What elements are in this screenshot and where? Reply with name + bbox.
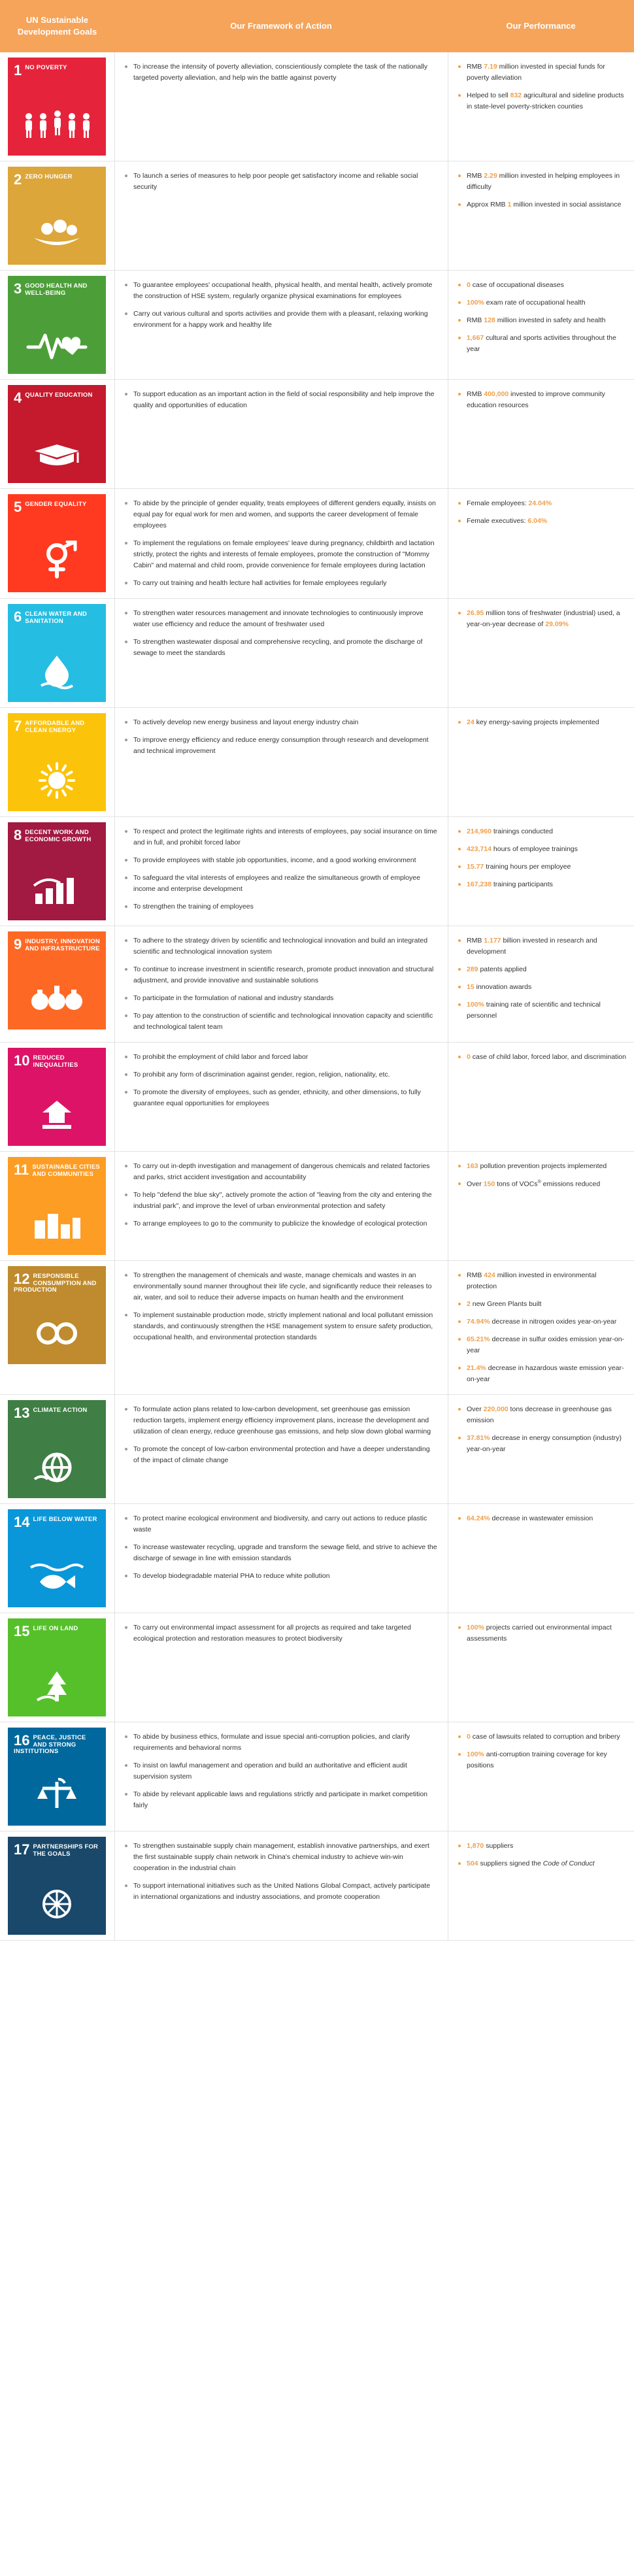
reduced-inequalities-icon [8, 1088, 106, 1142]
performance-item: 65.21% decrease in sulfur oxides emission year-on-year [458, 1334, 626, 1356]
goal-cell [0, 1722, 114, 1831]
performance-item: RMB 424 million invested in environmental protection [458, 1270, 626, 1292]
performance-list [458, 1270, 626, 1385]
framework-cell [114, 1395, 448, 1503]
sdg-tile-3 [8, 276, 106, 374]
framework-item: To provide employees with stable job opportunities, income, and a good working environment [124, 855, 437, 866]
performance-item: 504 suppliers signed the Code of Conduct [458, 1858, 626, 1869]
framework-item: To abide by relevant applicable laws and regulations strictly and participate in market competition fairly [124, 1789, 437, 1811]
table-row [0, 161, 634, 271]
partnerships-icon [8, 1877, 106, 1931]
framework-cell [114, 708, 448, 816]
framework-cell [114, 817, 448, 926]
table-row [0, 708, 634, 817]
framework-list [124, 717, 437, 757]
framework-list [124, 1404, 437, 1466]
framework-item: To continue to increase investment in scientific research, promote product innovation and structural adjustment, and provide innovative and sustainable solutions [124, 964, 437, 986]
sdg-tile-1 [8, 58, 106, 156]
table-body [0, 52, 634, 1941]
sdg-tile-17 [8, 1837, 106, 1935]
sdg-tile-10 [8, 1048, 106, 1146]
performance-item: 100% projects carried out environmental impact assessments [458, 1622, 626, 1645]
sdg-title: PARTNERSHIPS FOR THE GOALS [33, 1843, 99, 1858]
performance-item: Helped to sell 832 agricultural and sideline products in state-level poverty-stricken counties [458, 90, 626, 112]
table-row [0, 1722, 634, 1832]
goal-cell [0, 1043, 114, 1151]
sdg-number: 17 [14, 1841, 30, 1858]
performance-item: 289 patents applied [458, 964, 626, 975]
performance-item: 163 pollution prevention projects implemented [458, 1161, 626, 1172]
framework-list [124, 389, 437, 411]
performance-item: 100% training rate of scientific and technical personnel [458, 999, 626, 1022]
framework-item: To implement the regulations on female employees' leave during pregnancy, childbirth and lactation strictly, protect the rights and interests of female employees, promote the construction of "Mommy Cabin" and maternal and child room, provide convenience for female employees during lactation [124, 538, 437, 571]
sdg-tile-14 [8, 1509, 106, 1607]
performance-list [458, 389, 626, 411]
performance-cell [448, 1613, 634, 1722]
framework-item: To strengthen the management of chemicals and waste, manage chemicals and wastes in an environmentally sound manner throughout their life cycle, and significantly reduce their releases to air, water, and soil to reduce their adverse impacts on human health and the environment [124, 1270, 437, 1303]
performance-list [458, 1841, 626, 1869]
framework-cell [114, 1152, 448, 1260]
framework-item: To safeguard the vital interests of employees and realize the simultaneous growth of employee income and enterprise development [124, 873, 437, 895]
framework-cell [114, 1722, 448, 1831]
framework-item: To actively develop new energy business and layout energy industry chain [124, 717, 437, 728]
table-row [0, 1613, 634, 1722]
framework-item: To support education as an important action in the field of social responsibility and help improve the quality and opportunities of education [124, 389, 437, 411]
framework-item: To improve energy efficiency and reduce energy consumption through research and development and technical improvement [124, 735, 437, 757]
sdg-title: GOOD HEALTH AND WELL-BEING [25, 282, 88, 297]
table-row [0, 380, 634, 489]
sdg-tile-11 [8, 1157, 106, 1255]
sdg-tile-16 [8, 1728, 106, 1826]
goal-cell [0, 1832, 114, 1940]
performance-cell [448, 708, 634, 816]
table-row [0, 271, 634, 380]
sdg-number: 6 [14, 609, 22, 625]
goal-cell [0, 1261, 114, 1394]
framework-item: To insist on lawful management and operation and build an authoritative and efficient audit supervision system [124, 1760, 437, 1782]
goal-cell [0, 1613, 114, 1722]
clean-energy-icon [8, 754, 106, 807]
performance-item: 74.94% decrease in nitrogen oxides year-on-year [458, 1316, 626, 1328]
goal-cell [0, 1395, 114, 1503]
header-framework: Our Framework of Action [230, 21, 332, 31]
performance-item: Female employees: 24.04% [458, 498, 626, 509]
sdg-number: 9 [14, 936, 22, 952]
framework-item: To carry out training and health lecture hall activities for female employees regularly [124, 578, 437, 589]
performance-list [458, 498, 626, 527]
framework-cell [114, 1261, 448, 1394]
performance-list [458, 61, 626, 112]
performance-list [458, 1161, 626, 1190]
performance-list [458, 1731, 626, 1771]
framework-item: To increase wastewater recycling, upgrade and transform the sewage field, and strive to achieve the discharge of sewage in line with emission standards [124, 1542, 437, 1564]
framework-item: To prohibit any form of discrimination against gender, region, religion, nationality, etc. [124, 1069, 437, 1080]
framework-item: To guarantee employees' occupational health, physical health, and mental health, actively promote the construction of HSE system, regularly organize physical examinations for employees [124, 280, 437, 302]
framework-list [124, 826, 437, 912]
framework-item: To prohibit the employment of child labor and forced labor [124, 1052, 437, 1063]
sdg-number: 12 [14, 1271, 30, 1287]
sdg-title: NO POVERTY [25, 64, 67, 71]
good-health-icon [8, 316, 106, 370]
performance-cell [448, 1152, 634, 1260]
table-row [0, 52, 634, 161]
responsible-consumption-icon [8, 1307, 106, 1360]
sdg-number: 14 [14, 1514, 30, 1530]
clean-water-icon [8, 644, 106, 698]
framework-list [124, 498, 437, 589]
performance-cell [448, 380, 634, 488]
performance-cell [448, 1261, 634, 1394]
sdg-number: 8 [14, 827, 22, 843]
framework-cell [114, 1832, 448, 1940]
performance-cell [448, 161, 634, 270]
performance-item: 100% anti-corruption training coverage for key positions [458, 1749, 626, 1771]
framework-list [124, 1731, 437, 1811]
sdg-title: CLEAN WATER AND SANITATION [25, 611, 88, 625]
performance-list [458, 826, 626, 890]
header-goals: UN Sustainable Development Goals [17, 15, 97, 37]
performance-item: 100% exam rate of occupational health [458, 297, 626, 309]
table-row [0, 817, 634, 926]
sdg-title: AFFORDABLE AND CLEAN ENERGY [25, 720, 85, 734]
zero-hunger-icon [8, 207, 106, 261]
sdg-title: QUALITY EDUCATION [25, 392, 93, 399]
framework-list [124, 1513, 437, 1582]
framework-item: To strengthen sustainable supply chain management, establish innovative partnerships, and exert the first sustainable supply chain network in China's chemical industry to achieve win-win cooperation in the industrial chain [124, 1841, 437, 1874]
framework-item: To participate in the formulation of national and industry standards [124, 993, 437, 1004]
sdg-number: 16 [14, 1732, 30, 1748]
framework-cell [114, 489, 448, 598]
sdg-title: DECENT WORK AND ECONOMIC GROWTH [25, 829, 92, 843]
framework-item: To protect marine ecological environment and biodiversity, and carry out actions to reduce plastic waste [124, 1513, 437, 1535]
framework-item: To adhere to the strategy driven by scientific and technological innovation and build an integrated scientific and technological innovation system [124, 935, 437, 958]
industry-innovation-icon [8, 972, 106, 1026]
performance-item: 24 key energy-saving projects implemented [458, 717, 626, 728]
framework-list [124, 1841, 437, 1903]
sdg-title: RESPONSIBLE CONSUMPTION AND PRODUCTION [14, 1273, 97, 1294]
sdg-title: LIFE BELOW WATER [33, 1516, 97, 1523]
performance-item: Female executives: 6.04% [458, 516, 626, 527]
table-row [0, 1261, 634, 1395]
performance-list [458, 280, 626, 355]
framework-item: To formulate action plans related to low-carbon development, set greenhouse gas emission reduction targets, implement energy efficiency improvement plans, increase the development and utilization of clean energy, reduce greenhouse gas emissions, and help slow down global warming [124, 1404, 437, 1437]
sdg-title: LIFE ON LAND [33, 1625, 78, 1632]
table-row [0, 1152, 634, 1261]
performance-cell [448, 1832, 634, 1940]
gender-equality-icon [8, 535, 106, 588]
sdg-title: PEACE, JUSTICE AND STRONG INSTITUTIONS [14, 1734, 86, 1756]
performance-cell [448, 271, 634, 379]
goal-cell [0, 817, 114, 926]
sdg-tile-13 [8, 1400, 106, 1498]
sdg-tile-12 [8, 1266, 106, 1364]
performance-item: 26.95 million tons of freshwater (industrial) used, a year-on-year decrease of 29.09% [458, 608, 626, 630]
table-header [0, 0, 634, 52]
framework-item: To arrange employees to go to the community to publicize the knowledge of ecological protection [124, 1218, 437, 1229]
performance-item: 64.24% decrease in wastewater emission [458, 1513, 626, 1524]
framework-cell [114, 161, 448, 270]
life-below-water-icon [8, 1550, 106, 1603]
performance-list [458, 935, 626, 1022]
framework-cell [114, 1613, 448, 1722]
performance-cell [448, 1722, 634, 1831]
sdg-number: 15 [14, 1623, 30, 1639]
framework-cell [114, 380, 448, 488]
framework-item: Carry out various cultural and sports activities and provide them with a pleasant, relaxing working environment for a happy work and healthy life [124, 309, 437, 331]
sdg-title: INDUSTRY, INNOVATION AND INFRASTRUCTURE [25, 938, 100, 952]
framework-list [124, 1161, 437, 1229]
framework-item: To launch a series of measures to help poor people get satisfactory income and reliable social security [124, 171, 437, 193]
framework-item: To develop biodegradable material PHA to reduce white pollution [124, 1571, 437, 1582]
sdg-number: 3 [14, 280, 22, 297]
framework-cell [114, 926, 448, 1042]
sustainable-cities-icon [8, 1197, 106, 1251]
performance-item: Over 150 tons of VOCs® emissions reduced [458, 1179, 626, 1190]
performance-item: Over 220,000 tons decrease in greenhouse gas emission [458, 1404, 626, 1426]
performance-item: 1,870 suppliers [458, 1841, 626, 1852]
performance-list [458, 717, 626, 728]
framework-item: To promote the concept of low-carbon environmental protection and have a deeper understanding of the impact of climate change [124, 1444, 437, 1466]
sdg-tile-15 [8, 1618, 106, 1716]
framework-item: To carry out in-depth investigation and management of dangerous chemicals and related factories and parks, strict accident investigation and accountability [124, 1161, 437, 1183]
framework-item: To respect and protect the legitimate rights and interests of employees, pay social insurance on time and in full, and prohibit forced labor [124, 826, 437, 848]
goal-cell [0, 926, 114, 1042]
framework-item: To promote the diversity of employees, such as gender, ethnicity, and other dimensions, to fully guarantee equal opportunities for employees [124, 1087, 437, 1109]
table-row [0, 489, 634, 599]
decent-work-icon [8, 863, 106, 916]
table-row [0, 1395, 634, 1504]
peace-justice-icon [8, 1768, 106, 1822]
goal-cell [0, 380, 114, 488]
table-row [0, 1043, 634, 1152]
table-row [0, 1832, 634, 1941]
climate-action-icon [8, 1441, 106, 1494]
framework-item: To support international initiatives such as the United Nations Global Compact, actively participate in international organizations and industry associations, and promote cooperation [124, 1881, 437, 1903]
performance-item: RMB 7.19 million invested in special funds for poverty alleviation [458, 61, 626, 84]
framework-item: To abide by business ethics, formulate and issue special anti-corruption policies, and clarify requirements and behavioral norms [124, 1731, 437, 1754]
goal-cell [0, 161, 114, 270]
table-row [0, 926, 634, 1043]
framework-cell [114, 271, 448, 379]
sdg-number: 13 [14, 1405, 30, 1421]
performance-list [458, 1513, 626, 1524]
sdg-number: 1 [14, 62, 22, 78]
framework-item: To strengthen water resources management and innovate technologies to continuously improve water use efficiency and reduce the amount of freshwater used [124, 608, 437, 630]
performance-item: RMB 128 million invested in safety and health [458, 315, 626, 326]
sdg-title: GENDER EQUALITY [25, 501, 87, 508]
sdg-tile-5 [8, 494, 106, 592]
sdg-number: 10 [14, 1052, 30, 1069]
performance-item: RMB 2.29 million invested in helping employees in difficulty [458, 171, 626, 193]
sdg-tile-9 [8, 931, 106, 1029]
sdg-title: CLIMATE ACTION [33, 1407, 88, 1414]
life-on-land-icon [8, 1659, 106, 1713]
sdg-number: 11 [14, 1162, 29, 1178]
sdg-tile-7 [8, 713, 106, 811]
performance-list [458, 1404, 626, 1455]
sdg-tile-8 [8, 822, 106, 920]
framework-cell [114, 1504, 448, 1613]
performance-cell [448, 599, 634, 707]
sdg-number: 2 [14, 171, 22, 188]
framework-cell [114, 599, 448, 707]
framework-list [124, 61, 437, 84]
goal-cell [0, 489, 114, 598]
framework-list [124, 608, 437, 659]
performance-item: 0 case of child labor, forced labor, and discrimination [458, 1052, 626, 1063]
performance-cell [448, 52, 634, 161]
sdg-title: ZERO HUNGER [25, 173, 73, 180]
performance-item: Approx RMB 1 million invested in social assistance [458, 199, 626, 210]
performance-list [458, 171, 626, 210]
framework-cell [114, 1043, 448, 1151]
sdg-tile-6 [8, 604, 106, 702]
framework-item: To strengthen the training of employees [124, 901, 437, 912]
performance-list [458, 608, 626, 630]
goal-cell [0, 52, 114, 161]
framework-item: To strengthen wastewater disposal and comprehensive recycling, and promote the discharge of sewage to meet the standards [124, 637, 437, 659]
performance-item: 0 case of lawsuits related to corruption and bribery [458, 1731, 626, 1743]
header-performance: Our Performance [506, 21, 576, 31]
framework-list [124, 1052, 437, 1109]
framework-item: To abide by the principle of gender equality, treats employees of different genders equally, insists on equal pay for equal work for men and women, and supports the career development of female employees [124, 498, 437, 531]
performance-cell [448, 489, 634, 598]
performance-cell [448, 1043, 634, 1151]
framework-list [124, 1622, 437, 1645]
table-row [0, 599, 634, 708]
sdg-number: 4 [14, 390, 22, 406]
performance-cell [448, 1395, 634, 1503]
performance-item: 15 innovation awards [458, 982, 626, 993]
framework-list [124, 935, 437, 1033]
sdg-number: 7 [14, 718, 22, 734]
framework-list [124, 1270, 437, 1343]
performance-item: 0 case of occupational diseases [458, 280, 626, 291]
performance-item: 2 new Green Plants built [458, 1299, 626, 1310]
framework-item: To pay attention to the construction of scientific and technological innovation capacity and scientific and technological talent team [124, 1011, 437, 1033]
table-row [0, 1504, 634, 1613]
performance-list [458, 1052, 626, 1063]
framework-item: To increase the intensity of poverty alleviation, conscientiously complete the task of the nationally targeted poverty alleviation, and help win the battle against poverty [124, 61, 437, 84]
performance-item: 15.77 training hours per employee [458, 861, 626, 873]
performance-item: RMB 400,000 invested to improve community education resources [458, 389, 626, 411]
sdg-title: SUSTAINABLE CITIES AND COMMUNITIES [32, 1163, 100, 1178]
performance-list [458, 1622, 626, 1645]
performance-cell [448, 1504, 634, 1613]
performance-item: RMB 1.177 billion invested in research and development [458, 935, 626, 958]
performance-item: 214,960 trainings conducted [458, 826, 626, 837]
performance-item: 423,714 hours of employee trainings [458, 844, 626, 855]
framework-item: To carry out environmental impact assessment for all projects as required and take targeted ecological protection and restoration measures to protect biodiversity [124, 1622, 437, 1645]
performance-item: 1,667 cultural and sports activities throughout the year [458, 333, 626, 355]
framework-item: To implement sustainable production mode, strictly implement national and local pollutant emission standards, and continuously strengthen the HSE management system to ensure safety production, occupational health, and environmental protection standards [124, 1310, 437, 1343]
quality-education-icon [8, 426, 106, 479]
goal-cell [0, 599, 114, 707]
sdg-tile-4 [8, 385, 106, 483]
performance-item: 167,238 training participants [458, 879, 626, 890]
performance-item: 21.4% decrease in hazardous waste emission year-on-year [458, 1363, 626, 1385]
goal-cell [0, 1504, 114, 1613]
framework-list [124, 171, 437, 193]
framework-list [124, 280, 437, 331]
performance-item: 37.81% decrease in energy consumption (industry) year-on-year [458, 1433, 626, 1455]
goal-cell [0, 1152, 114, 1260]
framework-item: To help "defend the blue sky", actively promote the action of "leaving from the city and entering the industrial park", and improve the level of urban environmental protection and safety [124, 1190, 437, 1212]
performance-cell [448, 817, 634, 926]
framework-cell [114, 52, 448, 161]
goal-cell [0, 271, 114, 379]
no-poverty-icon [8, 98, 106, 152]
sdg-number: 5 [14, 499, 22, 515]
sdg-tile-2 [8, 167, 106, 265]
sdg-title: REDUCED INEQUALITIES [33, 1054, 78, 1069]
goal-cell [0, 708, 114, 816]
performance-cell [448, 926, 634, 1042]
